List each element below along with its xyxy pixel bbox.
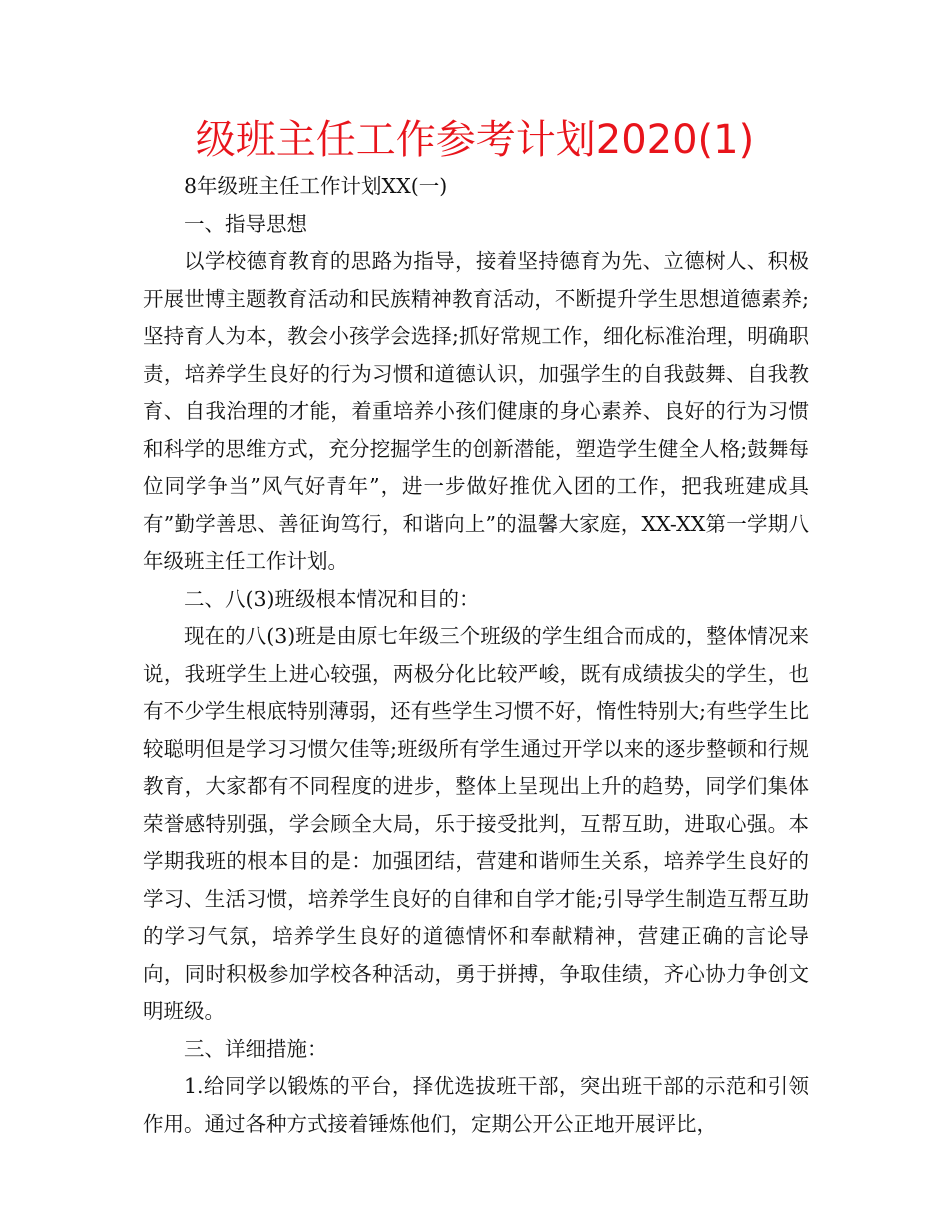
section-heading-class-situation: 二、八(3)班级根本情况和目的：: [184, 586, 480, 611]
section-paragraph-guiding-thought: 以学校德育教育的思路为指导，接着坚持德育为先、立德树人、积极开展世博主题教育活动和民族精神教育活动，不断提升学生思想道德素养;坚持育人为本，教会小孩学会选择;抓好常规工作，细化标准治理，明确职责，培养学生良好的行为习惯和道德认识，加强学生的自我鼓舞、自我教育、自我治理的才能，着重培养小孩们健康的身心素养、良好的行为习惯和科学的思维方式，充分挖掘学生的创新潜能，塑造学生健全人格;鼓舞每位同学争当”风气好青年”，进一步做好推优入团的工作，把我班建成具有”勤学善思、善征询笃行，和谐向上”的温馨大家庭，XX-XX第一学期八年级班主任工作计划。: [143, 249, 809, 573]
section-paragraph-class-situation: 现在的八(3)班是由原七年级三个班级的学生组合而成的，整体情况来说，我班学生上进心较强，两极分化比较严峻，既有成绩拔尖的学生，也有不少学生根底特别薄弱，还有些学生习惯不好，惰性特别大;有些学生比较聪明但是学习习惯欠佳等;班级所有学生通过开学以来的逐步整顿和行规教育，大家都有不同程度的进步，整体上呈现出上升的趋势，同学们集体荣誉感特别强，学会顾全大局，乐于接受批判，互帮互助，进取心强。本学期我班的根本目的是：加强团结，营建和谐师生关系，培养学生良好的学习、生活习惯，培养学生良好的自律和自学才能;引导学生制造互帮互助的学习气氛，培养学生良好的道德情怀和奉献精神，营建正确的言论导向，同时积极参加学校各种活动，勇于拼搏，争取佳绩，齐心协力争创文明班级。: [143, 624, 809, 1023]
document-subtitle: 8年级班主任工作计划XX(一): [184, 174, 448, 198]
section-heading-guiding-thought: 一、指导思想: [184, 211, 307, 236]
section-paragraph-detailed-measures: 1.给同学以锻炼的平台，择优选拔班干部，突出班干部的示范和引领作用。通过各种方式接着锤炼他们，定期公开公正地开展评比，: [143, 1074, 809, 1136]
section-heading-detailed-measures: 三、详细措施：: [184, 1036, 328, 1061]
document-title: 级班主任工作参考计划2020(1): [195, 117, 755, 163]
document-body: [143, 168, 809, 1143]
